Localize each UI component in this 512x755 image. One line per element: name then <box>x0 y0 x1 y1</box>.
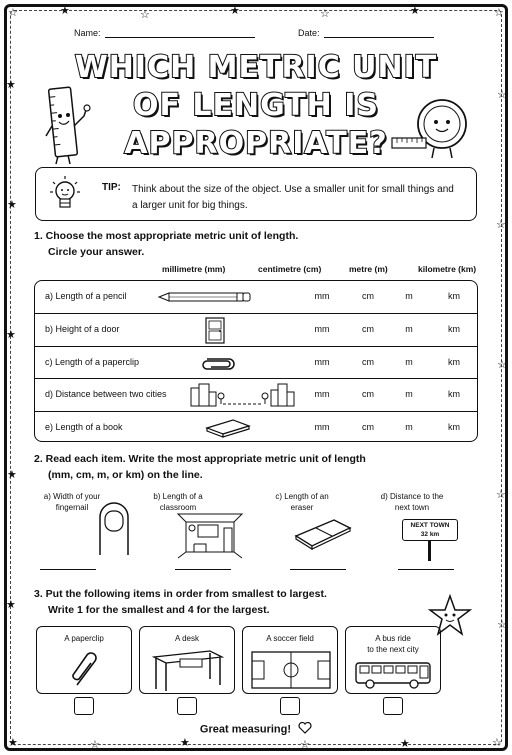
option-km[interactable]: km <box>448 356 460 367</box>
q2-item-c <box>252 491 352 513</box>
q3-card-label-line-1: A bus ride <box>375 634 411 643</box>
border-star-icon: ☆ <box>496 219 506 231</box>
unit-header-cm: centimetre (cm) <box>258 264 322 274</box>
border-star-icon: ★ <box>8 737 18 749</box>
q1-row-e <box>35 411 477 443</box>
q2-answer-line-b[interactable] <box>175 569 231 570</box>
q1-row-label: d) Distance between two cities <box>45 389 167 400</box>
border-star-icon: ☆ <box>320 8 330 20</box>
bus-icon <box>354 661 434 691</box>
border-star-icon: ☆ <box>492 737 502 749</box>
q2-title-line-1: 2. Read each item. Write the most appropriate metric unit of length <box>34 453 366 465</box>
paperclip-icon <box>201 355 235 371</box>
q1-row-label: e) Length of a book <box>45 421 123 432</box>
q2-title-line-2: (mm, cm, m, or km) on the line. <box>48 469 203 481</box>
q1-title <box>34 228 298 260</box>
option-km[interactable]: km <box>448 389 460 400</box>
q1-row-b <box>35 313 477 345</box>
tip-text: Think about the size of the object. Use a smaller unit for small things and a larger unit for big things. <box>132 184 454 211</box>
door-icon <box>205 317 225 344</box>
q2-item-label: classroom <box>159 503 197 512</box>
footer-text: Great measuring! <box>199 723 292 736</box>
classroom-icon <box>178 514 242 558</box>
q3-answer-box-1[interactable] <box>74 697 94 715</box>
border-star-icon: ☆ <box>496 489 506 501</box>
book-icon <box>205 418 251 438</box>
paperclip-icon <box>67 649 103 689</box>
q3-answer-box-3[interactable] <box>280 697 300 715</box>
option-mm[interactable]: mm <box>314 356 330 367</box>
q2-answer-line-a[interactable] <box>40 569 96 570</box>
q3-card-label-line-1: A desk <box>174 634 199 643</box>
q1-title-line-1: 1. Choose the most appropriate metric unit of length. <box>34 230 299 242</box>
border-star-icon: ☆ <box>497 359 507 371</box>
option-m[interactable]: m <box>405 421 413 432</box>
q3-card-label <box>346 633 440 655</box>
q2-item-label: b) Length of a <box>153 492 203 501</box>
q2-item-d <box>362 491 462 513</box>
name-field[interactable] <box>74 28 255 38</box>
option-m[interactable]: m <box>405 356 413 367</box>
q3-card-label-line-1: A soccer field <box>266 634 314 643</box>
q2-title <box>34 451 366 483</box>
border-star-icon: ☆ <box>300 739 310 751</box>
q2-answer-line-d[interactable] <box>398 569 454 570</box>
q3-title-line-1: 3. Put the following items in order from smallest to largest. <box>34 588 327 600</box>
option-cm[interactable]: cm <box>362 389 374 400</box>
q1-row-a <box>35 281 477 313</box>
border-star-icon: ☆ <box>497 619 507 631</box>
border-star-icon: ★ <box>60 5 70 17</box>
q1-row-label: a) Length of a pencil <box>45 291 127 301</box>
q1-row-d <box>35 378 477 410</box>
q1-row-label: c) Length of a paperclip <box>45 356 140 367</box>
q3-card-label <box>243 633 337 644</box>
q1-row-label: b) Height of a door <box>45 324 120 335</box>
border-star-icon: ★ <box>410 5 420 17</box>
q2-item-label: eraser <box>290 503 314 512</box>
pencil-icon <box>159 291 251 303</box>
q2-item-label: fingernail <box>55 503 89 512</box>
border-star-icon: ☆ <box>494 7 504 19</box>
q3-answer-box-2[interactable] <box>177 697 197 715</box>
tape-measure-mascot-icon <box>392 92 472 162</box>
option-cm[interactable]: cm <box>362 421 374 432</box>
ruler-mascot-icon <box>46 86 96 166</box>
q3-card-desk <box>139 626 235 694</box>
q3-card-label-line-1: A paperclip <box>64 634 104 643</box>
name-label: Name: <box>74 28 101 38</box>
border-star-icon: ★ <box>230 5 240 17</box>
option-m[interactable]: m <box>405 389 413 400</box>
border-star-icon: ★ <box>7 469 17 481</box>
footer <box>0 722 512 737</box>
q3-card-bus-ride <box>345 626 441 694</box>
sign-text-line-1: NEXT TOWN <box>410 522 450 529</box>
q3-card-label-line-2: to the next city <box>367 645 419 654</box>
option-cm[interactable]: cm <box>362 324 374 335</box>
border-star-icon: ★ <box>400 738 410 750</box>
border-star-icon: ☆ <box>140 9 150 21</box>
border-star-icon: ★ <box>6 79 16 91</box>
tip-box <box>35 167 477 221</box>
unit-header-m: metre (m) <box>349 264 388 274</box>
option-m[interactable]: m <box>405 324 413 335</box>
q3-card-label <box>37 633 131 644</box>
option-mm[interactable]: mm <box>314 421 330 432</box>
q2-item-label: a) Width of your <box>43 492 101 501</box>
option-cm[interactable]: cm <box>362 291 374 301</box>
date-field[interactable] <box>298 28 434 38</box>
q1-table <box>34 280 478 442</box>
option-mm[interactable]: mm <box>314 389 330 400</box>
road-sign-icon <box>402 519 458 561</box>
title-line-1: WHICH METRIC UNIT <box>74 50 438 85</box>
eraser-icon <box>294 518 352 550</box>
option-mm[interactable]: mm <box>314 324 330 335</box>
border-star-icon: ★ <box>6 599 16 611</box>
q2-item-label: d) Distance to the <box>380 492 444 501</box>
unit-header-km: kilometre (km) <box>418 264 477 274</box>
option-km[interactable]: km <box>448 324 460 335</box>
fingernail-icon <box>96 503 132 555</box>
border-star-icon: ☆ <box>497 89 507 101</box>
q3-card-paperclip <box>36 626 132 694</box>
q2-item-label: next town <box>394 503 430 512</box>
border-star-icon: ☆ <box>8 7 18 19</box>
q2-item-b <box>128 491 228 513</box>
border-star-icon: ★ <box>7 199 17 211</box>
soccer-field-icon <box>251 651 331 689</box>
q3-title <box>34 586 327 618</box>
border-star-icon: ★ <box>180 737 190 749</box>
desk-icon <box>150 649 226 691</box>
option-km[interactable]: km <box>448 291 460 301</box>
heart-icon <box>298 722 312 737</box>
q3-card-soccer-field <box>242 626 338 694</box>
option-mm[interactable]: mm <box>314 291 330 301</box>
q3-answer-box-4[interactable] <box>383 697 403 715</box>
q3-card-label <box>140 633 234 644</box>
q3-title-line-2: Write 1 for the smallest and 4 for the largest. <box>48 604 270 616</box>
q2-item-label: c) Length of an <box>275 492 329 501</box>
title-line-2: OF LENGTH IS <box>132 88 380 123</box>
option-km[interactable]: km <box>448 421 460 432</box>
date-label: Date: <box>298 28 320 38</box>
sign-text-line-2: 32 km <box>420 530 440 538</box>
title-line-3: APPROPRIATE? <box>124 126 388 161</box>
border-star-icon: ★ <box>6 329 16 341</box>
lightbulb-icon <box>50 176 80 214</box>
q2-answer-line-c[interactable] <box>290 569 346 570</box>
option-m[interactable]: m <box>405 291 413 301</box>
border-star-icon: ☆ <box>90 739 100 751</box>
cities-icon <box>191 382 295 408</box>
option-cm[interactable]: cm <box>362 356 374 367</box>
tip-label: TIP: <box>102 182 121 193</box>
unit-header-mm: millimetre (mm) <box>162 264 226 274</box>
q1-title-line-2: Circle your answer. <box>48 246 145 258</box>
q1-row-c <box>35 346 477 378</box>
